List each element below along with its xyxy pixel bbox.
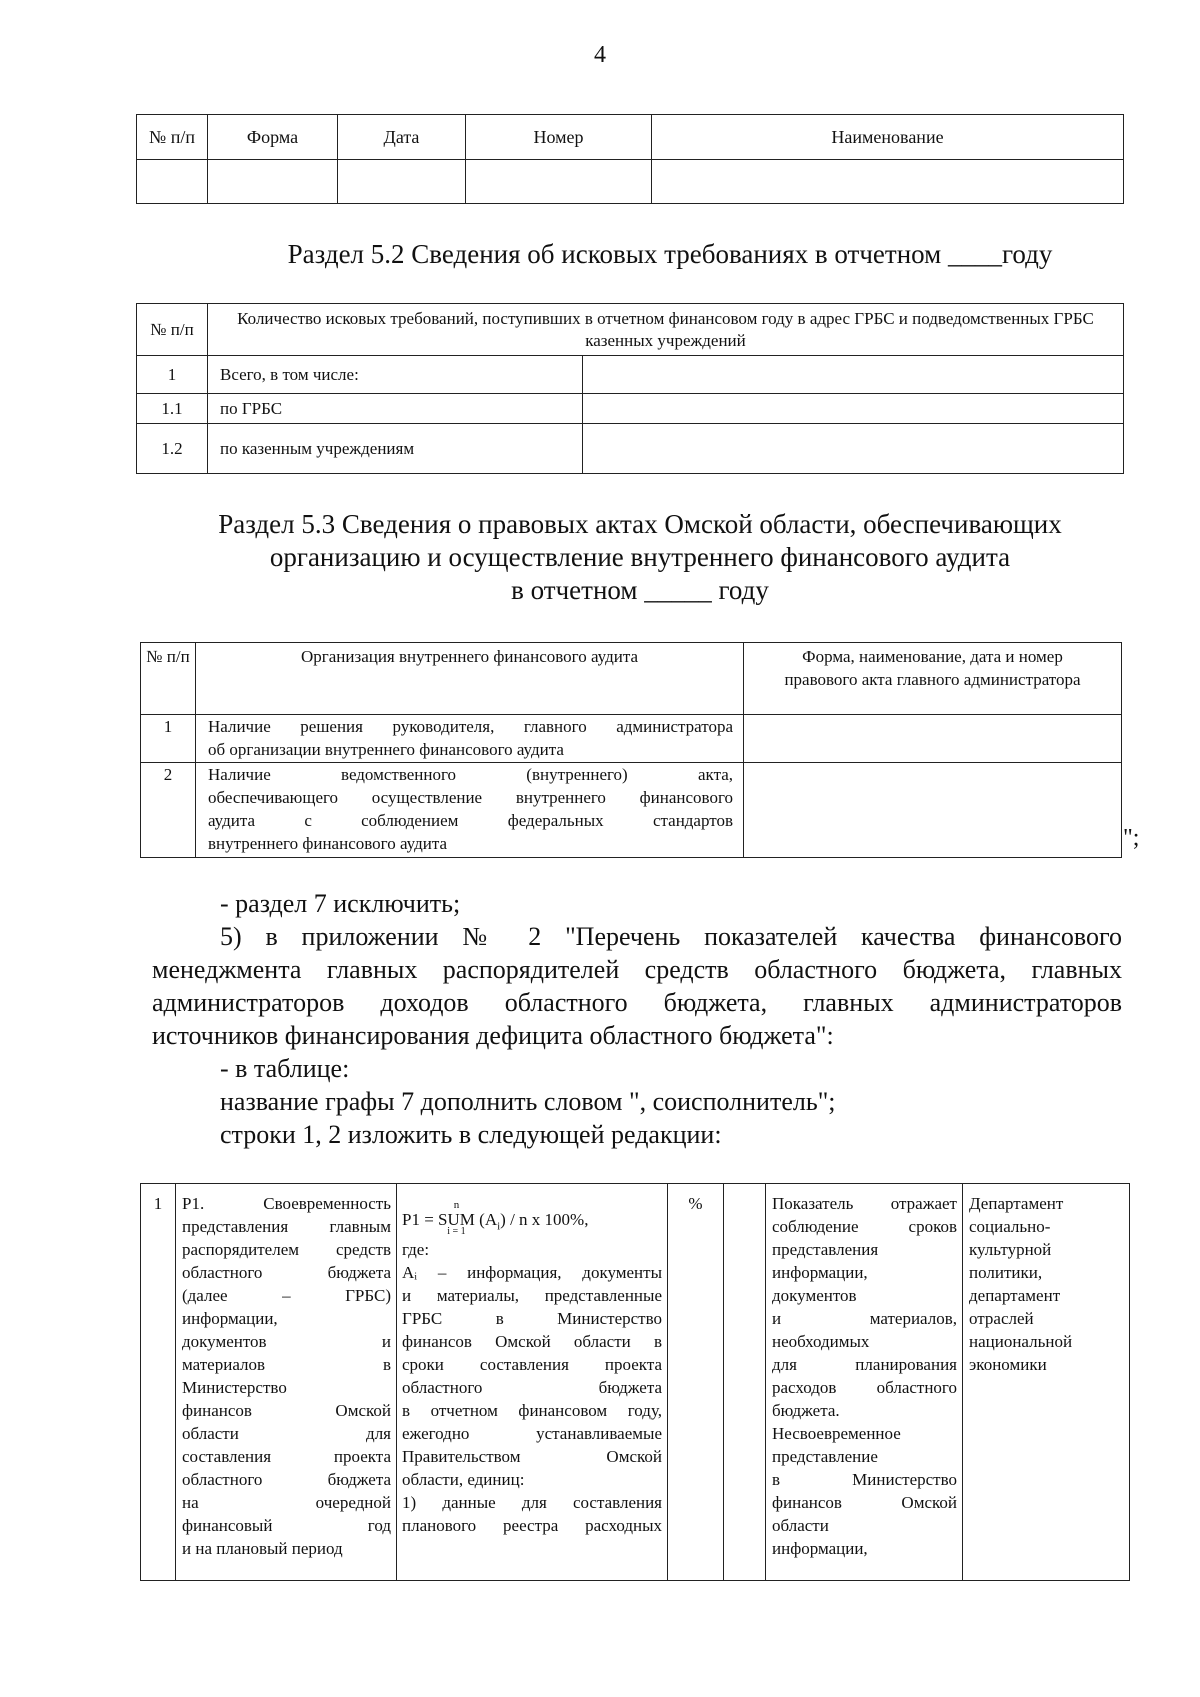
cell-line: обеспечивающего осуществление внутреннего финансового: [208, 788, 733, 807]
cell-line: бюджета.: [772, 1401, 840, 1420]
empty-cell: [137, 160, 208, 204]
cell-line: информации,: [772, 1263, 868, 1282]
col-header-num: № п/п: [137, 115, 208, 160]
cell-line: экономики: [969, 1355, 1047, 1374]
formula-left: Р1 =: [402, 1210, 439, 1229]
page-number: 4: [594, 42, 606, 68]
cell-line: об организации внутреннего финансового аудита: [208, 740, 564, 759]
cell-line: области, единиц:: [402, 1470, 525, 1489]
cell-line: финансовый год: [182, 1516, 391, 1535]
indicator-cell: [176, 1184, 397, 1581]
description-cell: [766, 1184, 963, 1581]
cell-line: на очередной: [182, 1493, 391, 1512]
cell-line: Наличие решения руководителя, главного администратора: [208, 717, 733, 736]
row-num: 1.2: [137, 424, 208, 474]
cell-line: департамент: [969, 1286, 1061, 1305]
col-header-organization: Организация внутреннего финансового аудита: [196, 643, 744, 715]
cell-line: в отчетном финансовом году,: [402, 1401, 662, 1420]
col-header-form: Форма: [208, 115, 338, 160]
cell-line: для планирования: [772, 1355, 957, 1374]
cell-line: в Министерство: [772, 1470, 957, 1489]
paragraph-line: 5) в приложении № 2 "Перечень показателей качества финансового: [220, 922, 1122, 951]
empty-cell: [583, 424, 1124, 474]
cell-line: и материалы, представленные: [402, 1286, 662, 1305]
col-header-num: № п/п: [137, 304, 208, 356]
paragraph-line: менеджмента главных распорядителей средств областного бюджета, главных: [152, 955, 1122, 984]
cell-line: соблюдение сроков: [772, 1217, 957, 1236]
executor-cell: [963, 1184, 1130, 1581]
cell-line: Наличие ведомственного (внутреннего) акта,: [208, 765, 733, 784]
cell-line: Р1. Своевременность: [182, 1194, 391, 1213]
cell-line: и на плановый период: [182, 1539, 343, 1558]
legal-acts-table: [140, 642, 1122, 858]
cell-line: сроки составления проекта: [402, 1355, 662, 1374]
closing-quote: ";: [1123, 825, 1140, 851]
cell-line: планового реестра расходных: [402, 1516, 662, 1535]
section-5-2-heading: Раздел 5.2 Сведения об исковых требованиях в отчетном ____году: [287, 239, 1053, 269]
empty-cell: [208, 160, 338, 204]
cell-line: Aᵢ – информация, документы: [402, 1263, 662, 1282]
cell-line: где:: [402, 1240, 430, 1259]
documents-table: [136, 114, 1124, 204]
cell-line: документов: [772, 1286, 857, 1305]
cell-line: области: [772, 1516, 829, 1535]
row-num: 1.1: [137, 394, 208, 424]
formula-subscript: i: [497, 1220, 501, 1233]
cell-line: документов и: [182, 1332, 391, 1351]
cell-line: 1) данные для составления: [402, 1493, 662, 1512]
empty-cell: [583, 394, 1124, 424]
section-5-3-heading: [0, 508, 1200, 607]
row-label: по ГРБС: [208, 394, 583, 424]
cell-line: областного бюджета: [182, 1470, 391, 1489]
cell-line: Министерство: [182, 1378, 287, 1397]
body-line-column7: название графы 7 дополнить словом ", соисполнитель";: [220, 1087, 836, 1116]
col-header-claims-count: Количество исковых требований, поступивших в отчетном финансовом году в адрес ГРБС и подведомственных ГРБС казенных учреждений: [208, 304, 1124, 356]
empty-cell: [338, 160, 466, 204]
formula-lower-limit: i = 1: [447, 1226, 466, 1237]
paragraph-line: администраторов доходов областного бюджета, главных администраторов: [152, 988, 1122, 1017]
cell-line: расходов областного: [772, 1378, 957, 1397]
row-num: 1: [141, 1184, 176, 1581]
heading-line: в отчетном _____ году: [511, 575, 769, 605]
cell-line: финансов Омской области в: [402, 1332, 662, 1351]
cell-line: представление: [772, 1447, 878, 1466]
cell-line: внутреннего финансового аудита: [208, 834, 447, 853]
cell-line: составления проекта: [182, 1447, 391, 1466]
cell-line: Несвоевременное: [772, 1424, 901, 1443]
formula-cell: [397, 1184, 668, 1581]
formula-tail: ) / n x 100%,: [500, 1210, 589, 1229]
formula: [402, 1192, 662, 1238]
unit-cell: %: [668, 1184, 724, 1581]
empty-cell: [744, 763, 1122, 858]
cell-line: Департамент: [969, 1194, 1064, 1213]
col-header-date: Дата: [338, 115, 466, 160]
cell-line: распорядителем средств: [182, 1240, 391, 1259]
formula-sum: SUM: [438, 1210, 475, 1229]
row-organization: [196, 763, 744, 858]
body-line-exclude: - раздел 7 исключить;: [220, 889, 461, 918]
cell-line: областного бюджета: [402, 1378, 662, 1397]
row-num: 1: [137, 356, 208, 394]
cell-line: представления: [772, 1240, 879, 1259]
cell-line: необходимых: [772, 1332, 870, 1351]
cell-line: национальной: [969, 1332, 1073, 1351]
col-header-name: Наименование: [652, 115, 1124, 160]
cell-line: представления главным: [182, 1217, 391, 1236]
heading-line: организацию и осуществление внутреннего финансового аудита: [269, 542, 1011, 572]
cell-line: политики,: [969, 1263, 1043, 1282]
cell-line: культурной: [969, 1240, 1052, 1259]
cell-line: информации,: [182, 1309, 278, 1328]
cell-line: отраслей: [969, 1309, 1034, 1328]
cell-line: областного бюджета: [182, 1263, 391, 1282]
body-paragraph: [152, 920, 1122, 1052]
cell-line: области для: [182, 1424, 391, 1443]
cell-line: Правительством Омской: [402, 1447, 662, 1466]
cell-line: Показатель отражает: [772, 1194, 957, 1213]
cell-line: (далее – ГРБС): [182, 1286, 391, 1305]
cell-line: финансов Омской: [772, 1493, 957, 1512]
cell-line: ежегодно устанавливаемые: [402, 1424, 662, 1443]
cell-line: материалов в: [182, 1355, 391, 1374]
row-num: 2: [141, 763, 196, 858]
claims-table: [136, 303, 1124, 474]
row-label: Всего, в том числе:: [208, 356, 583, 394]
formula-right: (A: [474, 1210, 498, 1229]
cell-line: финансов Омской: [182, 1401, 391, 1420]
cell-line: и материалов,: [772, 1309, 957, 1328]
indicators-table: [140, 1183, 1130, 1581]
empty-cell: [744, 715, 1122, 763]
col-header-num: № п/п: [141, 643, 196, 715]
empty-cell: [652, 160, 1124, 204]
cell-line: ГРБС в Министерство: [402, 1309, 662, 1328]
row-num: 1: [141, 715, 196, 763]
empty-cell: [583, 356, 1124, 394]
body-line-table: - в таблице:: [220, 1054, 350, 1083]
row-organization: [196, 715, 744, 763]
empty-cell: [724, 1184, 766, 1581]
cell-line: аудита с соблюдением федеральных стандартов: [208, 811, 733, 830]
body-line-rows: строки 1, 2 изложить в следующей редакции:: [220, 1120, 722, 1149]
cell-line: социально-: [969, 1217, 1051, 1236]
empty-cell: [466, 160, 652, 204]
row-label: по казенным учреждениям: [208, 424, 583, 474]
heading-line: Раздел 5.3 Сведения о правовых актах Омской области, обеспечивающих: [218, 509, 1062, 539]
cell-line: информации,: [772, 1539, 868, 1558]
col-header-number: Номер: [466, 115, 652, 160]
paragraph-line: источников финансирования дефицита областного бюджета":: [152, 1021, 834, 1050]
formula-upper-limit: n: [453, 1199, 460, 1211]
col-header-legal-act: Форма, наименование, дата и номер правового акта главного администратора: [744, 643, 1122, 715]
